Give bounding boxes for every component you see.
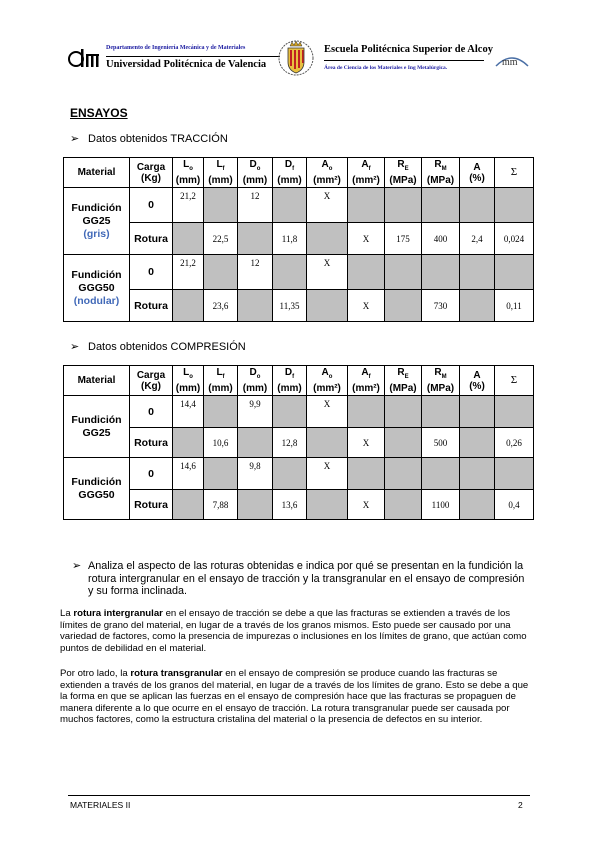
load-cell: 0 [130, 255, 173, 290]
bullet-traccion [70, 132, 228, 145]
header-ao: $A_o$ (mm²) [307, 366, 348, 396]
cell-af: X [348, 223, 385, 255]
cell-rm: 730 [422, 290, 460, 322]
cell-ao: X [307, 255, 348, 290]
table-row [64, 458, 534, 490]
cell-do: 12 [238, 188, 273, 223]
area-name: Área de Ciencia de los Materiales e Ing Metalúrgica. [324, 65, 448, 71]
load-cell: 0 [130, 458, 173, 490]
cell-a: 2,4 [460, 223, 495, 255]
area-logo-icon [494, 48, 530, 70]
cell-sigma: 0,11 [495, 290, 534, 322]
header-a: A (%) [460, 366, 495, 396]
header-ao: $A_o$ (mm²) [307, 158, 348, 188]
header-lo: $L_o$ (mm) [173, 366, 204, 396]
paragraph-intergranular: La rotura intergranular en el ensayo de tracción se debe a que las fracturas se extienden a través de los límites de grano del material, en lugar de a través de los granos mismos. Esto puede ser causado por una variedad de factores, como la presencia de impurezas o inclusiones en los límites de grano, que actúan como puntos de debilidad en el material. [60, 608, 527, 654]
load-cell: Rotura [130, 490, 173, 520]
header-re: $R_E$ (MPa) [385, 366, 422, 396]
question-text: Analiza el aspecto de las roturas obtenidas e indica por qué se presentan en la fundición la rotura intergranular en el ensayo de tracción y la transgranular en el ensayo de compresión y su forma inclinada. [88, 560, 525, 597]
section-title: ENSAYOS [70, 106, 128, 120]
load-cell: 0 [130, 188, 173, 223]
bullet-compresion-text: Datos obtenidos COMPRESIÓN [88, 341, 246, 353]
cell-df: 11,8 [273, 223, 307, 255]
cell-lo: 21,2 [173, 255, 204, 290]
cell-rm: 500 [422, 428, 460, 458]
cell-af: X [348, 490, 385, 520]
paragraph-transgranular: Por otro lado, la rotura transgranular en el ensayo de compresión se produce cuando las fracturas se extienden a través de los granos del material, en lugar de a través de los límites de grano. Esto se debe a que la forma en que se aplican las fuerzas en el ensayo de compresión hace que las fracturas se propaguen de manera diferente a lo que ocurre en el ensayo de tracción. La rotura transgranular puede ser causada por muchos factores, como la estructura cristalina del material o la presencia de defectos en su interior. [60, 668, 529, 726]
footer-divider [68, 795, 530, 796]
arrow-bullet-icon: ➢ [72, 560, 82, 572]
footer-course: MATERIALES II [70, 800, 131, 810]
cell-df: 11,35 [273, 290, 307, 322]
cell-lf: 7,88 [204, 490, 238, 520]
header-af: $A_f$ (mm²) [348, 158, 385, 188]
cell-df: 13,6 [273, 490, 307, 520]
table-row [64, 290, 534, 322]
header-df: $D_f$ (mm) [273, 158, 307, 188]
cell-rm: 1100 [422, 490, 460, 520]
svg-text:mm: mm [502, 57, 518, 68]
cell-sigma: 0,024 [495, 223, 534, 255]
table-row [64, 188, 534, 223]
cell-lo: 21,2 [173, 188, 204, 223]
school-name: Escuela Politécnica Superior de Alcoy [324, 44, 493, 55]
question-bullet [72, 560, 532, 598]
cell-lo: 14,4 [173, 396, 204, 428]
university-crest-icon [278, 38, 314, 78]
dimm-logo-icon [68, 47, 102, 69]
material-gg25: Fundición GG25 [64, 396, 130, 458]
header-af: $A_f$ (mm²) [348, 366, 385, 396]
material-ggg50: Fundición GGG50 (nodular) [64, 255, 130, 322]
arrow-bullet-icon: ➢ [70, 133, 80, 145]
header-re: $R_E$ (MPa) [385, 158, 422, 188]
header-lo: $L_o$ (mm) [173, 158, 204, 188]
cell-re: 175 [385, 223, 422, 255]
header-sigma: Σ [495, 158, 534, 188]
material-ggg50: Fundición GGG50 [64, 458, 130, 520]
table-row [64, 223, 534, 255]
cell-rm: 400 [422, 223, 460, 255]
header-do: $D_o$ (mm) [238, 366, 273, 396]
arrow-bullet-icon: ➢ [70, 341, 80, 353]
header-rm: $R_M$ (MPa) [422, 366, 460, 396]
material-gg25: Fundición GG25 (gris) [64, 188, 130, 255]
header-lf: $L_f$ (mm) [204, 158, 238, 188]
header-material: Material [64, 158, 130, 188]
table-row [64, 396, 534, 428]
header-df: $D_f$ (mm) [273, 366, 307, 396]
cell-lf: 10,6 [204, 428, 238, 458]
table-header-row [64, 158, 534, 188]
header-a: A (%) [460, 158, 495, 188]
cell-af: X [348, 290, 385, 322]
compresion-table [63, 365, 534, 520]
bullet-compresion [70, 340, 246, 353]
cell-do: 9,9 [238, 396, 273, 428]
bullet-traccion-text: Datos obtenidos TRACCIÓN [88, 133, 228, 145]
cell-ao: X [307, 188, 348, 223]
table-row [64, 490, 534, 520]
load-cell: Rotura [130, 428, 173, 458]
table-header-row [64, 366, 534, 396]
header-rm: $R_M$ (MPa) [422, 158, 460, 188]
cell-ao: X [307, 458, 348, 490]
cell-lo: 14,6 [173, 458, 204, 490]
header-carga: Carga (Kg) [130, 158, 173, 188]
university-name: Universidad Politécnica de Valencia [106, 59, 267, 70]
cell-lf: 22,5 [204, 223, 238, 255]
cell-af: X [348, 428, 385, 458]
cell-sigma: 0,4 [495, 490, 534, 520]
page-header [68, 38, 530, 78]
cell-lf: 23,6 [204, 290, 238, 322]
cell-sigma: 0,26 [495, 428, 534, 458]
cell-do: 9,8 [238, 458, 273, 490]
header-do: $D_o$ (mm) [238, 158, 273, 188]
header-sigma: Σ [495, 366, 534, 396]
load-cell: Rotura [130, 223, 173, 255]
load-cell: Rotura [130, 290, 173, 322]
header-carga: Carga (Kg) [130, 366, 173, 396]
cell-df: 12,8 [273, 428, 307, 458]
header-material: Material [64, 366, 130, 396]
page-number: 2 [518, 800, 523, 810]
cell-do: 12 [238, 255, 273, 290]
load-cell: 0 [130, 396, 173, 428]
header-lf: $L_f$ (mm) [204, 366, 238, 396]
cell-ao: X [307, 396, 348, 428]
table-row [64, 428, 534, 458]
department-name: Departamento de Ingeniería Mecánica y de Materiales [106, 45, 246, 51]
traccion-table [63, 157, 534, 322]
table-row [64, 255, 534, 290]
